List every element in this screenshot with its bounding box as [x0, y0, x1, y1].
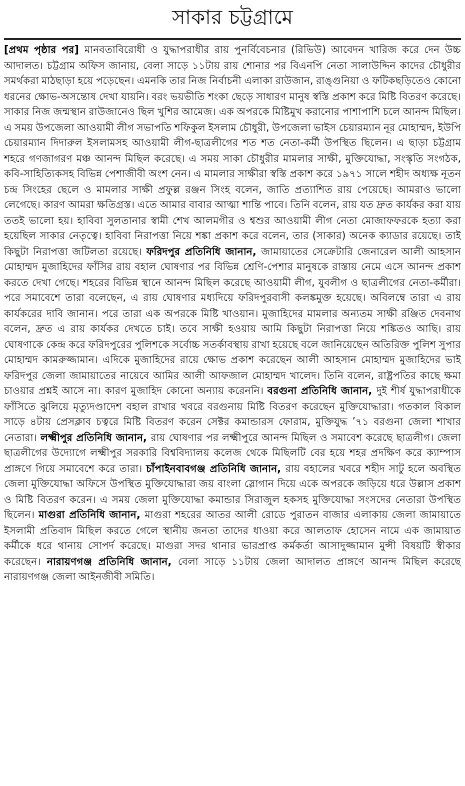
dateline-label: লক্ষ্মীপুর প্রতিনিধি জানান,	[40, 432, 151, 444]
dateline-label: চাঁপাইনবাবগঞ্জ প্রতিনিধি জানান,	[146, 463, 286, 475]
article-text-run: মাগুরা শহরের আতর আলী রোডে পুরাতন বাজার এলাকায় জেলা জামায়াতে ইসলামী প্রতিবাদ মিছিল করতে গেলে স্থানীয় জনতা তাদের ধাওয়া করে আলতাফ হোসেন নামে এক জামায়াত কর্মীকে ধরে থানায় সোপর্দ করেছে। মাগুরা সদর থানার ভারপ্রাপ্ত কর্মকর্তা আসাদুজ্জামান মুন্সী বিষয়টি স্বীকার করেছেন।	[4, 510, 461, 568]
headline: সাকার চট্টগ্রামে	[4, 0, 461, 40]
dateline-label: বরগুনা প্রতিনিধি জানান,	[267, 386, 377, 397]
dateline-label: [প্রথম পৃষ্ঠার পর]	[4, 45, 85, 56]
article-text-run: মানবতাবিরোধী ও যুদ্ধাপরাধীর রায় পুনর্বিবেচনার (রিভিউ) আবেদন খারিজ করে দেন উচ্চ আদালত। চট্টগ্রাম অফিস জানায়, বেলা সাড়ে ১১টায় রায় শোনার পর বিএনপি নেতা সালাউদ্দিন কাদের চৌধুরীর সমর্থকরা মাঠছাড়া হয়ে পড়েছেন। এমনকি তার নিজ নির্বাচনী এলাকা রাউজান, রাঙ্গুনিয়া ও ফটিকছড়িতেও কোনো ধরনের ক্ষোভ-অসন্তোষ দেখা যায়নি। বরং ভয়ভীতি শংকা ছেড়ে সাধারণ মানুষ স্বস্তি প্রকাশ করে মিষ্টি বিতরণ করেছে। সাকার নিজ জন্মস্থান রাউজানেও ছিল খুশির আমেজ। এক অপরকে মিষ্টিমুখ করানোর পাশাপাশি চলে আনন্দ মিছিল। এ সময় উপজেলা আওয়ামী লীগ সভাপতি শফিকুল ইসলাম চৌধুরী, উপজেলা ভাইস চেয়ারম্যান নূর মোহাম্মদ, ইউপি চেয়ারম্যান দিদারুল ইসলামসহ আওয়ামী লীগ-ছাত্রলীগের শত শত নেতা-কর্মী উপস্থিত ছিলেন। এ ছাড়া চট্টগ্রাম শহরে গণজাগরণ মঞ্চ আনন্দ মিছিল করেছে। এ সময় সাকা চৌধুরীর মামলার সাক্ষী, মুক্তিযোদ্ধা, সংস্কৃতি সংগঠক, কবি-সাহিত্যিকসহ বিভিন্ন পেশাজীবী অংশ নেন। এ মামলার সাক্ষীরা স্বস্তি প্রকাশ করে ১৯৭১ সালে শহীদ অধ্যক্ষ নূতন চন্দ্র সিংহের ছেলে ও মামলার সাক্ষী প্রফুল্ল রঞ্জন সিংহ বলেন, জাতি প্রত্যাশিত রায় পেয়েছে। আমরাও ভালো লেগেছে। কারণ আমরা ক্ষতিগ্রস্ত। এতে আমার বাবার আত্মা শান্তি পাবে। তিনি বলেন, রায় যত দ্রুত কার্যকর করা যায় ততই ভালো হয়। হাবিবা সুলতানার স্বামী শেখ আলমগীর ও শ্বশুর আওয়ামী লীগ নেতা মোজাফফরকে হত্যা করা হয়েছিল সাকার নেতৃত্বে। হাবিবা নিরাপত্তা নিয়ে শঙ্কা প্রকাশ করে বলেন, তার (সাকার) অনেক ক্যাডার রয়েছে। তাই কিছুটা নিরাপত্তা জটিলতা রয়েছে।	[4, 45, 461, 258]
article-text-run: বেলা সাড়ে ১১টায় জেলা আদালত প্রাঙ্গণে আনন্দ মিছিল করেছে নারায়ণগঞ্জ জেলা আইনজীবী সমিতি।	[4, 556, 461, 583]
article-text-run: দুই শীর্ষ যুদ্ধাপরাধীকে ফাঁসিতে ঝুলিয়ে মৃত্যুদণ্ডাদেশ বহাল রাখার খবরে বরগুনায় মিষ্টি বিতরণ করেছেন মুক্তিযোদ্ধারা। গতকাল বিকাল সাড়ে ৪টায় প্রেসক্লাব চত্বরে মিষ্টি বিতরণ করেন সেক্টর কমান্ডারস ফোরাম, মুক্তিযুদ্ধ ’৭১ বরগুনা জেলা শাখার নেতারা।	[4, 386, 461, 444]
article-text-run: রায় বহালের খবরে শহীদ সাটু হলে অবস্থিত জেলা মুক্তিযোদ্ধা অফিসে উপস্থিত মুক্তিযোদ্ধারা জয় বাংলা স্লোগান দিয়ে একে অপরকে জড়িয়ে ধরে উল্লাস প্রকাশ ও মিষ্টি বিতরণ করেন। এ সময় জেলা মুক্তিযোদ্ধা কমান্ডার সিরাজুল হকসহ মুক্তিযোদ্ধা সংসদের নেতারা উপস্থিত ছিলেন।	[4, 463, 462, 521]
dateline-label: ফরিদপুর প্রতিনিধি জানান,	[146, 246, 262, 258]
article-body	[4, 43, 461, 586]
dateline-label: নারায়ণগঞ্জ প্রতিনিধি জানান,	[46, 556, 179, 568]
article-text-run: জামায়াতের সেক্রেটারি জেনারেল আলী আহসান মোহাম্মদ মুজাহিদের ফাঁসির রায় বহাল ঘোষণার পর বিভিন্ন শ্রেণি-পেশার মানুষকে রাস্তায় নেমে এসে আনন্দ প্রকাশ করতে দেখা গেছে। শহরের বিভিন্ন স্থানে আনন্দ মিছিল করেছে আওয়ামী লীগ, যুবলীগ ও ছাত্রলীগের নেতা-কর্মীরা। পরে সমাবেশে তারা বলেছেন, এ রায় ঘোষণার মধ্যদিয়ে ফরিদপুরবাসী কলঙ্কমুক্ত হয়েছে। অবিলম্বে তারা এ রায় কার্যকরের দাবি জানান। পরে তারা এক অপরকে মিষ্টি খাওয়ান। মুজাহিদের মামলার অন্যতম সাক্ষী রঞ্জিত দেবনাথ বলেন, দ্রুত এ রায় কার্যকর দেখতে চাই। তবে সাক্ষী হওয়ায় আমি কিছুটা নিরাপত্তা নিয়ে শঙ্কিতও আছি। রায় ঘোষণাকে কেন্দ্র করে ফরিদপুরের পুলিশকে সর্বোচ্চ সতর্কাবস্থায় রাখা হয়েছে বলে জানিয়েছেন অতিরিক্ত পুলিশ সুপার মোহাম্মদ কামরুজ্জামান। এদিকে মুজাহিদের রায়ে ক্ষোভ প্রকাশ করেছেন আলী আহসান মোহাম্মদ মুজাহিদের ভাই ফরিদপুর জেলা জামায়াতের নায়েবে আমির আলী আফজাল মোহাম্মদ খালেদ। তিনি বলেন, রাষ্ট্রপতির কাছে ক্ষমা চাওয়ার প্রশ্নই আসে না। কারণ মুজাহিদ কোনো অন্যায় করেননি।	[4, 246, 462, 397]
dateline-label: মাগুরা প্রতিনিধি জানান,	[38, 510, 145, 521]
article-text-run: রায় ঘোষণার পর লক্ষ্মীপুরে আনন্দ মিছিল ও সমাবেশ করেছে ছাত্রলীগ। জেলা ছাত্রলীগের উদ্যোগে লক্ষ্মীপুর সরকারি বিশ্ববিদ্যালয় কলেজ থেকে মিছিলটি বের হয়ে শহর প্রদক্ষিণ করে ক্যাম্পাস প্রাঙ্গণে গিয়ে সমাবেশে করে তারা।	[4, 432, 461, 475]
